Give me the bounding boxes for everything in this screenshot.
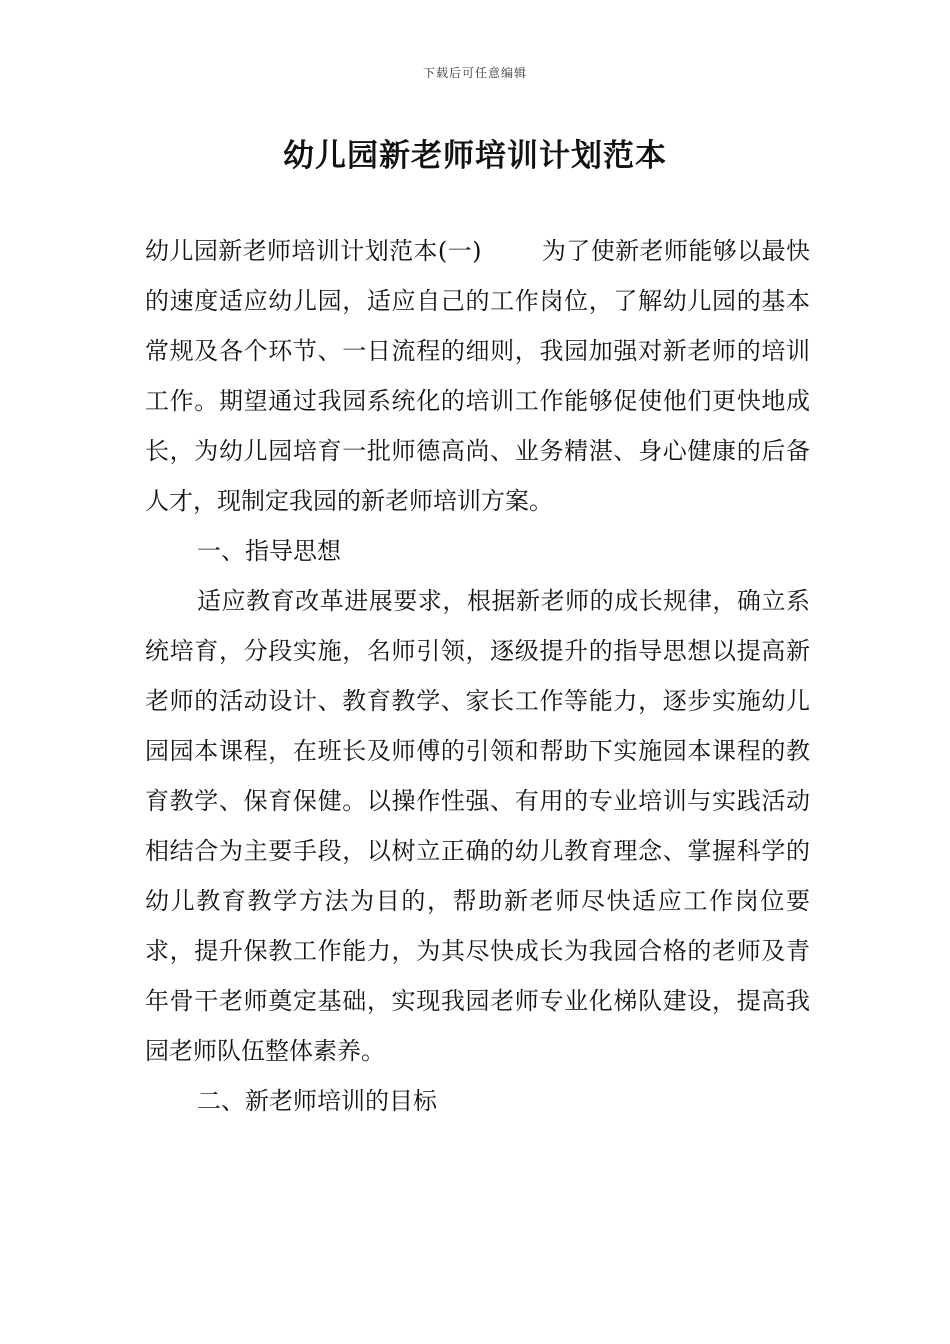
section1-body: 适应教育改革进展要求，根据新老师的成长规律，确立系统培育，分段实施，名师引领，逐级提升的指导思想以提高新老师的活动设计、教育教学、家长工作等能力，逐步实施幼儿园园本课程，在班长及师傅的引领和帮助下实施园本课程的教育教学、保育保健。以操作性强、有用的专业培训与实践活动相结合为主要手段，以树立正确的幼儿教育理念、掌握科学的幼儿教育教学方法为目的，帮助新老师尽快适应工作岗位要求，提升保教工作能力，为其尽快成长为我园合格的老师及青年骨干老师奠定基础，实现我园老师专业化梯队建设，提高我园老师队伍整体素养。 (145, 587, 810, 1065)
section2-heading: 二、新老师培训的目标 (197, 1087, 437, 1115)
document-body (145, 226, 810, 1126)
header-note: 下载后可任意编辑 (422, 66, 527, 80)
intro-label: 幼儿园新老师培训计划范本(一) (145, 237, 482, 265)
intro-paragraph (145, 226, 810, 526)
section1-heading: 一、指导思想 (197, 537, 341, 565)
document-title: 幼儿园新老师培训计划范本 (283, 138, 667, 174)
intro-text: 为了使新老师能够以最快的速度适应幼儿园，适应自己的工作岗位，了解幼儿园的基本常规及各个环节、一日流程的细则，我园加强对新老师的培训工作。期望通过我园系统化的培训工作能够促使他们更快地成长，为幼儿园培育一批师德高尚、业务精湛、身心健康的后备人才，现制定我园的新老师培训方案。 (145, 237, 811, 515)
